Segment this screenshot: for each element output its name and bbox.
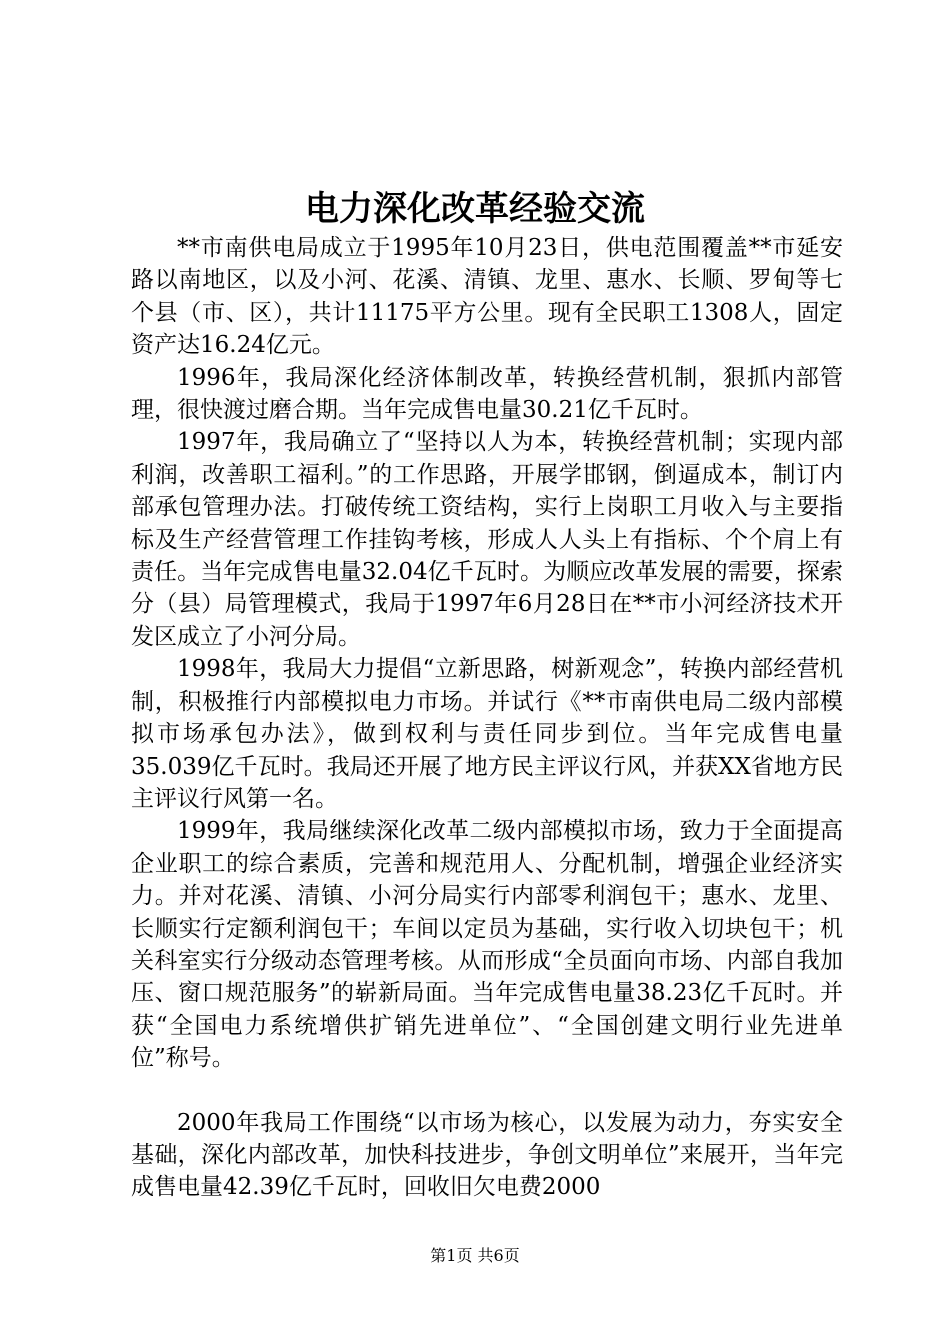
document-title: 电力深化改革经验交流: [305, 189, 645, 229]
paragraph-1998: 1998年，我局大力提倡“立新思路，树新观念”，转换内部经营机制，积极推行内部模拟电力市场。并试行《**市南供电局二级内部模拟市场承包办法》，做到权利与责任同步到位。当年完成售电量35.039亿千瓦时。我局还开展了地方民主评议行风，并获XX省地方民主评议行风第一名。: [131, 656, 843, 812]
paragraph-2000: 2000年我局工作围绕“以市场为核心，以发展为动力，夯实安全基础，深化内部改革，加快科技进步，争创文明单位”来展开，当年完成售电量42.39亿千瓦时，回收旧欠电费2000: [131, 1109, 843, 1201]
page-footer: 第1页 共6页: [430, 1246, 520, 1265]
document-body: [131, 232, 843, 1204]
paragraph-1996: 1996年，我局深化经济体制改革，转换经营机制，狠抓内部管理，很快渡过磨合期。当年完成售电量30.21亿千瓦时。: [131, 364, 843, 424]
paragraph-intro: **市南供电局成立于1995年10月23日，供电范围覆盖**市延安路以南地区，以及小河、花溪、清镇、龙里、惠水、长顺、罗甸等七个县（市、区），共计11175平方公里。现有全民职工1308人，固定资产达16.24亿元。: [131, 235, 843, 359]
paragraph-1999: 1999年，我局继续深化改革二级内部模拟市场，致力于全面提高企业职工的综合素质，完善和规范用人、分配机制，增强企业经济实力。并对花溪、清镇、小河分局实行内部零利润包干；惠水、龙里、长顺实行定额利润包干；车间以定员为基础，实行收入切块包干；机关科室实行分级动态管理考核。从而形成“全员面向市场、内部自我加压、窗口规范服务”的崭新局面。当年完成售电量38.23亿千瓦时。并获“全国电力系统增供扩销先进单位”、“全国创建文明行业先进单位”称号。: [131, 818, 843, 1072]
paragraph-1997: 1997年，我局确立了“坚持以人为本，转换经营机制；实现内部利润，改善职工福利。”的工作思路，开展学邯钢，倒逼成本，制订内部承包管理办法。打破传统工资结构，实行上岗职工月收入与主要指标及生产经营管理工作挂钩考核，形成人人头上有指标、个个肩上有责任。当年完成售电量32.04亿千瓦时。为顺应改革发展的需要，探索分（县）局管理模式，我局于1997年6月28日在**市小河经济技术开发区成立了小河分局。: [131, 429, 843, 650]
